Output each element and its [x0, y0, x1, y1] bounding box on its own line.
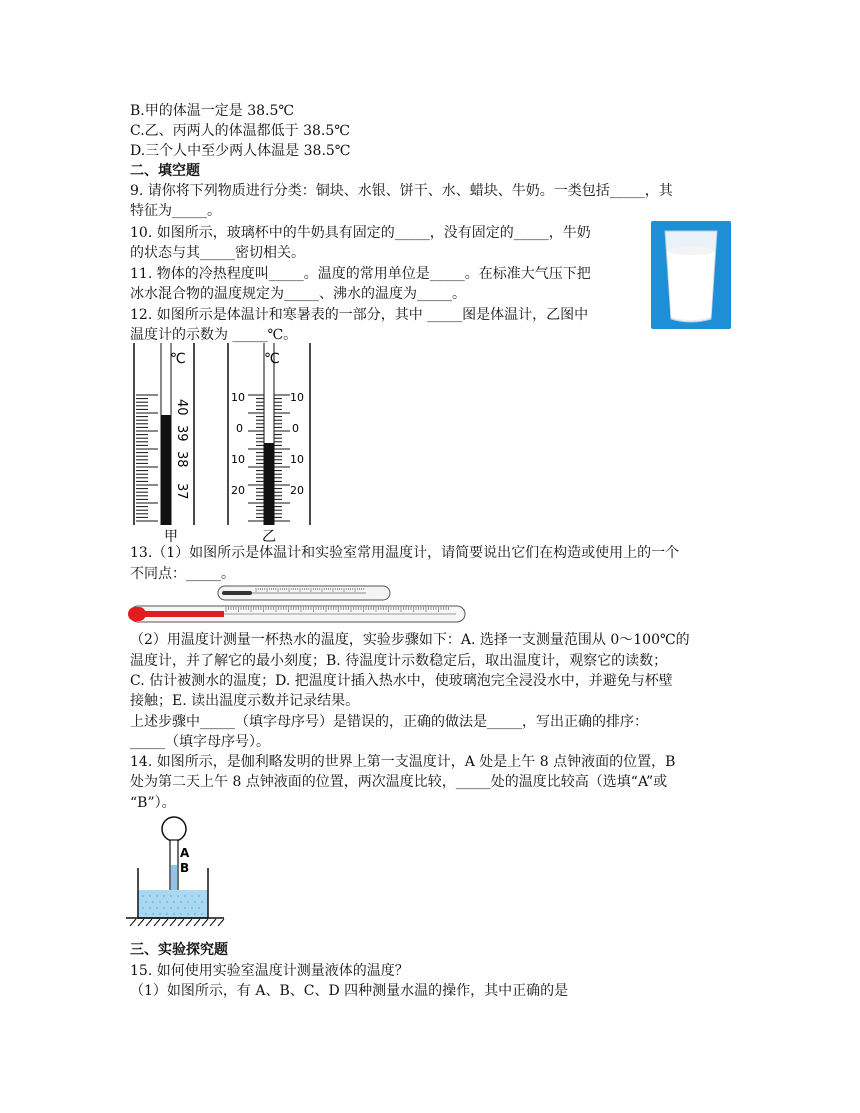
q14-line3: “B”）。: [130, 795, 176, 811]
tick-mark: [202, 919, 208, 926]
section-fill-blank: 二、填空题: [130, 163, 200, 179]
jia-tick-39: 39: [174, 425, 189, 442]
tick-mark: [194, 919, 200, 926]
thermometer-image: [126, 584, 471, 626]
q12-line1: 12. 如图所示是体温计和寒暑表的一部分，其中 _____图是体温计，乙图中: [130, 307, 589, 323]
tick-mark: [138, 919, 144, 926]
yi-tick-20-right: 20: [290, 484, 304, 497]
jia-unit: ℃: [170, 351, 186, 367]
yi-tick-10-left: 10: [231, 391, 245, 404]
q15-line2: （1）如图所示，有 A、B、C、D 四种测量水温的操作，其中正确的是: [130, 983, 569, 999]
q12-line2: 温度计的示数为 _____℃。: [130, 327, 298, 343]
q13-line8: _____（填字母序号）。: [130, 734, 270, 750]
jia-label: 甲: [164, 529, 178, 543]
yi-label: 乙: [262, 529, 276, 543]
tick-mark: [218, 919, 224, 926]
tick-mark: [162, 919, 168, 926]
yi-tick-10-right: 10: [290, 391, 304, 404]
q13-line3: （2）用温度计测量一杯热水的温度，实验步骤如下：A. 选择一支测量范围从 0～100℃的: [130, 632, 690, 648]
tick-mark: [186, 919, 192, 926]
q13-line1: 13.（1）如图所示是体温计和实验室常用温度计，请简要说出它们在构造或使用上的一个: [130, 545, 680, 561]
q15-line1: 15. 如何使用实验室温度计测量液体的温度？: [130, 963, 409, 979]
section-experiment: 三、实验探究题: [130, 942, 228, 958]
q11-line2: 冰水混合物的温度规定为_____、沸水的温度为_____。: [130, 286, 466, 302]
yi-tick-10b-right: 10: [290, 453, 304, 466]
label-a: A: [180, 846, 190, 860]
option-d: D.三个人中至少两人体温是 38.5℃: [130, 143, 351, 159]
tick-mark: [130, 919, 136, 926]
q11-line1: 11. 物体的冷热程度叫_____。温度的常用单位是_____。在标准大气压下把: [130, 266, 591, 282]
tick-mark: [154, 919, 160, 926]
q13-line5: C. 估计被测水的温度；D. 把温度计插入热水中，使玻璃泡完全浸没水中，并避免与杯壁: [130, 673, 673, 689]
q13-line7: 上述步骤中_____（填字母序号）是错误的，正确的做法是_____，写出正确的排序：: [130, 714, 648, 730]
q13-line6: 接触；E. 读出温度示数并记录结果。: [130, 693, 360, 709]
jia-tick-40: 40: [174, 399, 189, 416]
label-b: B: [180, 861, 190, 875]
yi-tick-0-left: 0: [236, 422, 243, 435]
tick-mark: [170, 919, 176, 926]
q14-line2: 处为第二天上午 8 点钟液面的位置，两次温度比较，_____处的温度比较高（选填“A”或: [130, 774, 668, 790]
q9-line1: 9. 请你将下列物质进行分类：铜块、水银、饼干、水、蜡块、牛奶。一类包括_____，其: [130, 183, 673, 199]
q14-line1: 14. 如图所示，是伽利略发明的世界上第一支温度计，A 处是上午 8 点钟液面的位置，B: [130, 754, 676, 770]
yi-tick-0-right: 0: [292, 422, 299, 435]
milk-glass-image: [651, 221, 731, 329]
q13-line4: 温度计，并了解它的最小刻度；B. 待温度计示数稳定后，取出温度计，观察它的读数；: [130, 653, 668, 669]
q13-line2: 不同点：_____。: [130, 566, 235, 582]
yi-tick-20-left: 20: [231, 484, 245, 497]
q9-line2: 特征为_____。: [130, 203, 221, 219]
tick-mark: [146, 919, 152, 926]
jia-tick-38: 38: [174, 451, 189, 468]
tick-mark: [178, 919, 184, 926]
galileo-thermometer-figure: [124, 810, 234, 930]
yi-unit: ℃: [264, 351, 280, 367]
option-b: B.甲的体温一定是 38.5℃: [130, 103, 295, 119]
q10-line2: 的状态与其_____密切相关。: [130, 245, 305, 261]
q10-line1: 10. 如图所示，玻璃杯中的牛奶具有固定的_____，没有固定的_____，牛奶: [130, 225, 591, 241]
option-c: C.乙、丙两人的体温都低于 38.5℃: [130, 123, 350, 139]
thermometer-figure-q12: [130, 343, 330, 543]
yi-tick-10b-left: 10: [231, 453, 245, 466]
tick-mark: [210, 919, 216, 926]
jia-tick-37: 37: [174, 483, 189, 500]
